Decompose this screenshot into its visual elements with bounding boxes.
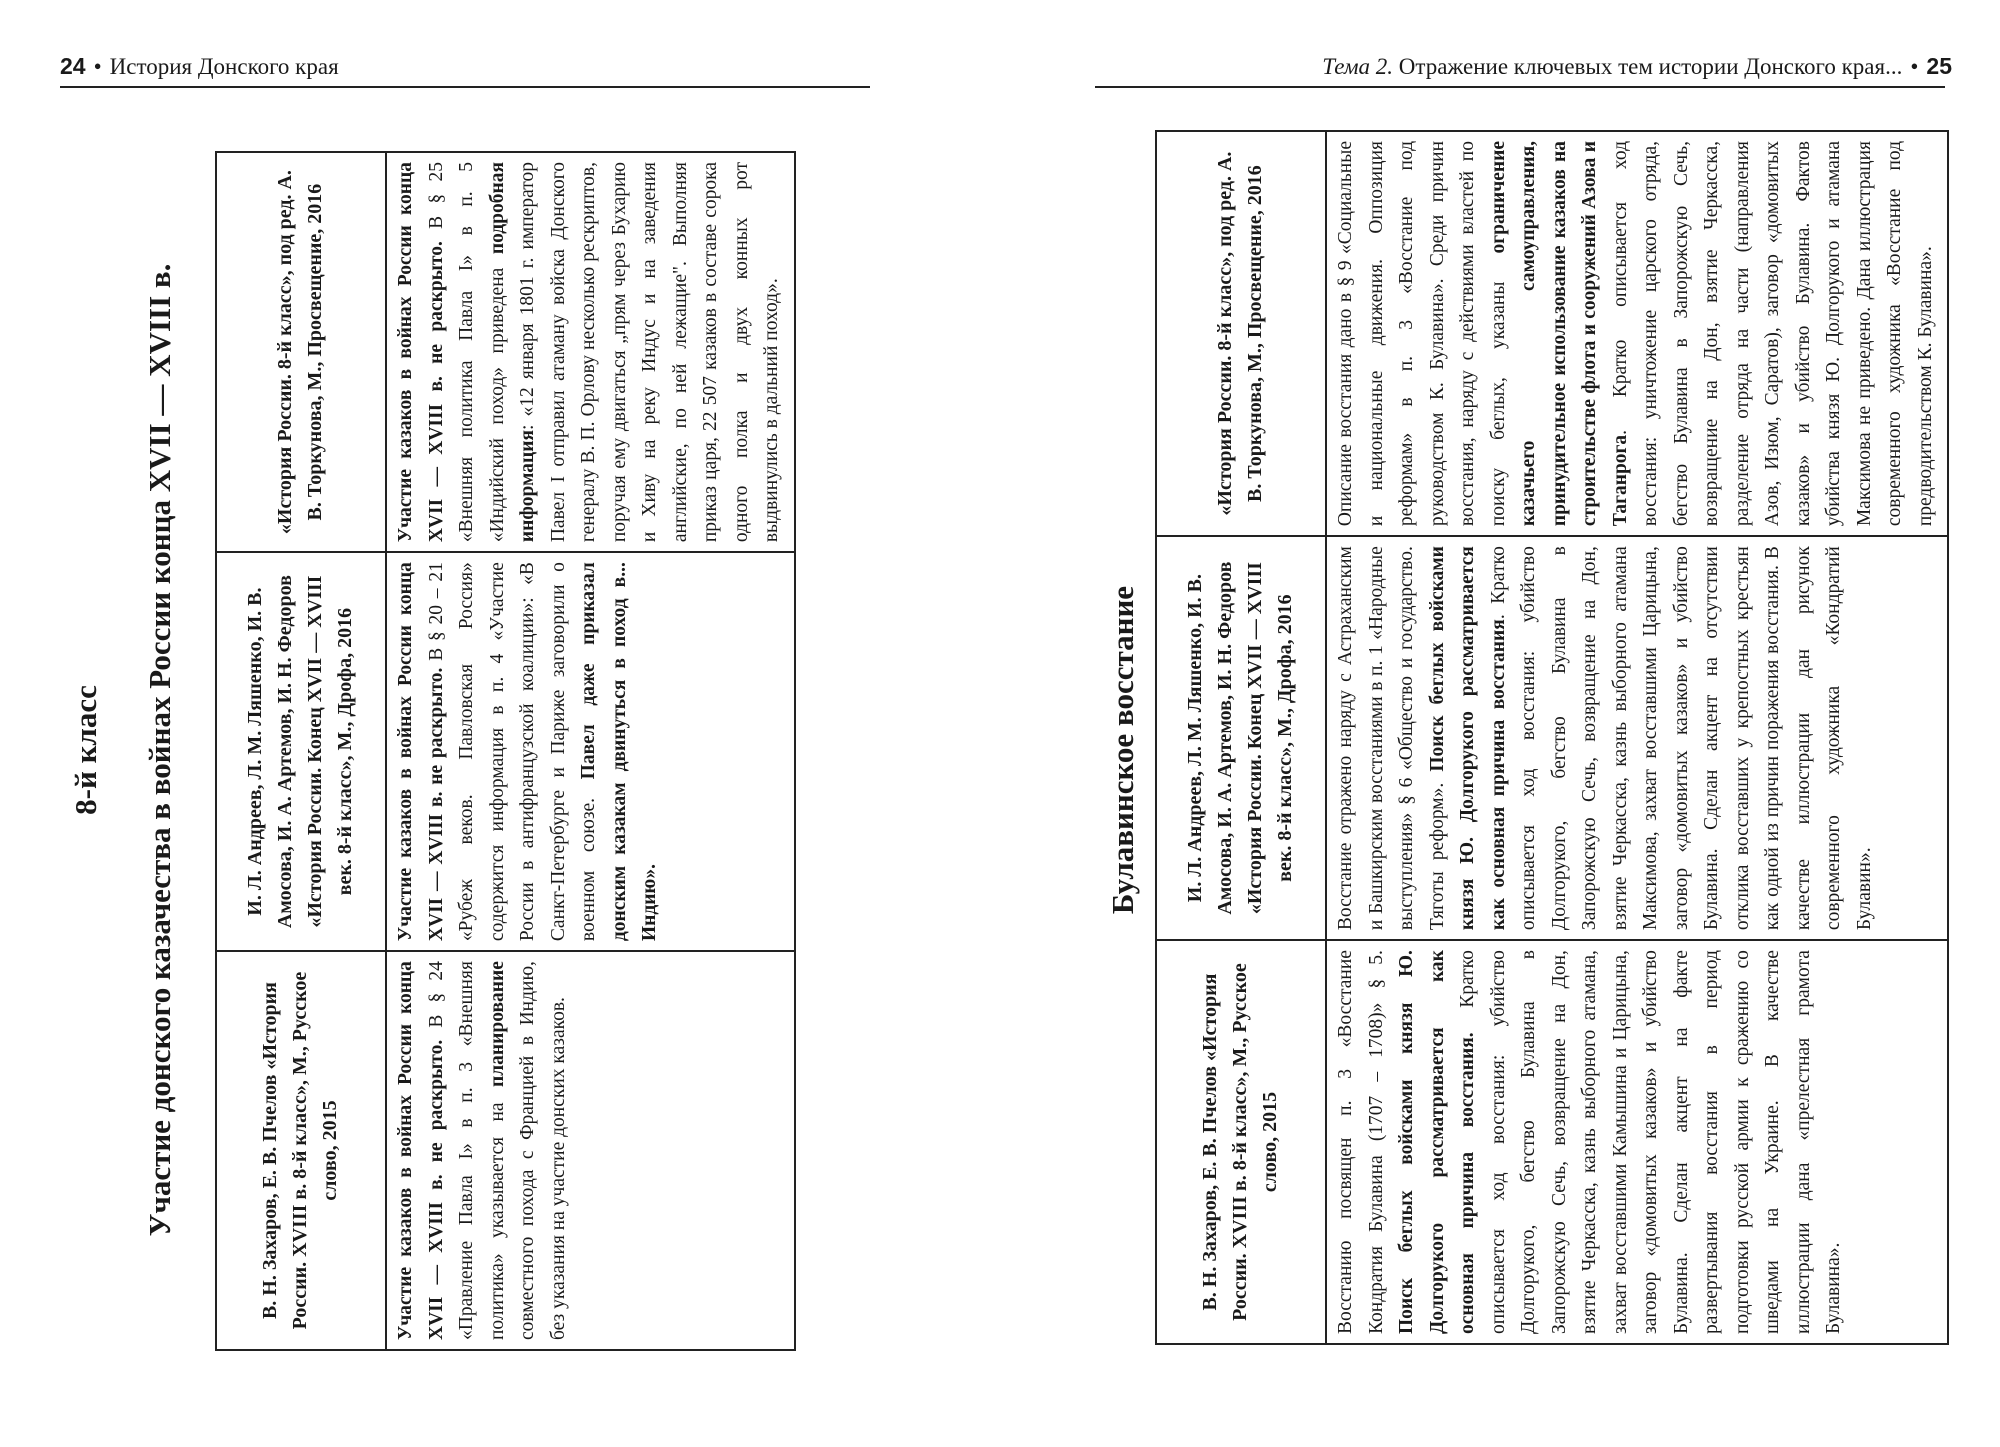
text-run: В § 24 «Правление Павла I» в п. 3 «Внешняя политика» указывается на	[425, 961, 508, 1340]
text-run: Восстание отражено наряду с Астраханским и Башкирским восстаниями в п. 1 «Народные выступления» § 6 «Общество и государство. Тяготы реформ».	[1335, 546, 1448, 931]
bold-text-run: Участие казаков в войнах России конца XVII — XVIII в. не раскрыто.	[395, 162, 447, 543]
running-title-right: Отражение ключевых тем истории Донского края...	[1398, 54, 1903, 79]
text-run: Восстанию посвящен п. 3 «Восстание Кондратия Булавина (1707 – 1708)» § 5.	[1335, 950, 1387, 1334]
header-rule-left	[60, 86, 870, 88]
table-cell-andreev	[1326, 536, 1948, 940]
table-cell-zakharov	[386, 951, 795, 1350]
left-rotated-content	[60, 120, 810, 1380]
text-run: Кратко описывается ход восстания: убийство Долгорукого, бегство Булавина в Запорожскую Сечь, возвращение на Дон, взятие Черкасска, казнь выборного атамана, захват восставшими Камышина и Царицына, заговор «домовитых казаков» и убийство Булавина. Сделан акцент на факте развертывания восстания в период подготовки русской армии к сражению со шведами на Украине. В качестве иллюстрации дана «прелестная грамота Булавина».	[1457, 950, 1844, 1334]
left-running-header	[60, 52, 339, 81]
bold-text-run: планирование	[486, 961, 508, 1087]
table-header-torkunov: «История России. 8-й класс», под ред. А. В. Торкунова, М., Просвещение, 2016	[1156, 131, 1326, 536]
table-header-andreev: И. Л. Андреев, Л. М. Ляшенко, И. В. Амосова, И. А. Артемов, И. Н. Федоров «История России. Конец XVII — XVIII век. 8-й класс», М., Дрофа, 2016	[216, 552, 386, 951]
right-rotated-content	[1095, 115, 1965, 1385]
table-cell-zakharov	[1326, 940, 1948, 1344]
class-title: 8-й класс	[68, 685, 103, 815]
bold-text-run: Павел даже приказал донским казакам двинуться в поход в... Индию».	[578, 562, 660, 942]
section-title-left: Участие донского казачества в войнах России конца XVII — XVIII в.	[142, 263, 177, 1237]
bold-text-run: ограничение казачьего самоуправления, принудительное использование казаков на строительстве флота и сооружений Азова и Таганрога	[1487, 141, 1631, 527]
bullet-separator: •	[93, 54, 102, 79]
table-cell-torkunov	[386, 152, 795, 552]
comparison-table-left	[215, 151, 796, 1351]
bold-text-run: Поиск беглых войсками князя Ю. Долгорукого рассматривается как основная причина восстания	[1426, 546, 1509, 931]
bullet-separator: •	[1910, 54, 1919, 79]
text-run: В § 25 «Внешняя политика Павла I» в п. 5 «Индийский поход» приведена	[425, 162, 508, 543]
text-run: В § 20 – 21 «Рубеж веков. Павловская Россия» содержится информация в п. 4 «Участие России в антифранцузской коалиции»: «В Санкт-Петербурге и Париже заговорили о военном союзе.	[425, 562, 599, 942]
bold-text-run: Участие казаков в войнах России конца XVII — XVIII в. не раскрыто.	[395, 961, 447, 1340]
right-page	[1000, 0, 2000, 1447]
running-title-left: История Донского края	[109, 54, 339, 79]
bold-text-run: Участие казаков в войнах России конца XVII — XVIII в. не раскрыто.	[395, 562, 447, 942]
text-run: . Кратко описывается ход восстания: уничтожение царского отряда, бегство Булавина в Запорожскую Сечь, возвращение на Дон, взятие Черкасска, разделение отряда на части (направления Азов, Изюм, Саратов), заговор «домовитых казаков» и убийство Булавина. Фактов убийства князя Ю. Долгорукого и атамана Максимова не приведено. Дана иллюстрация современного художника «Восстание под предводительством К. Булавина».	[1609, 141, 1936, 527]
table-header-torkunov: «История России. 8-й класс», под ред. А. В. Торкунова, М., Просвещение, 2016	[216, 152, 386, 552]
section-title-right: Булавинское восстание	[1105, 585, 1140, 915]
text-run: совместного похода с Францией в Индию, без указания на участие донских казаков.	[517, 961, 569, 1340]
table-header-zakharov: В. Н. Захаров, Е. В. Пчелов «История России. XVIII в. 8-й класс», М., Русское слово, 2015	[216, 951, 386, 1350]
text-run: Описание восстания дано в § 9 «Социальные и национальные движения. Оппозиция реформам» в п. 3 «Восстание под руководством К. Булавина». Среди причин восстания, наряду с действиями властей по поиску беглых, указаны	[1335, 141, 1509, 527]
right-running-header	[1322, 52, 1952, 81]
table-right-wrapper	[1155, 130, 1949, 1345]
table-cell-andreev	[386, 552, 795, 951]
page-number-right: 25	[1926, 53, 1952, 79]
table-header-andreev: И. Л. Андреев, Л. М. Ляшенко, И. В. Амосова, И. А. Артемов, И. Н. Федоров «История России. Конец XVII — XVIII век. 8-й класс», М., Дрофа, 2016	[1156, 536, 1326, 940]
table-header-zakharov: В. Н. Захаров, Е. В. Пчелов «История России. XVIII в. 8-й класс», М., Русское слово, 2015	[1156, 940, 1326, 1344]
table-left-wrapper	[215, 151, 796, 1351]
page-number-left: 24	[60, 53, 86, 79]
table-cell-torkunov	[1326, 131, 1948, 536]
bold-text-run: подробная информация	[486, 162, 538, 543]
text-run: : «12 января 1801 г. император Павел I отправил атаману войска Донского генералу В. П. Орлову несколько рескриптов, поручая ему двигаться „прям через Бухарию и Хиву на реку Индус и на заведения английские, по ней лежащие". Выполняя приказ царя, 22 507 казаков в составе сорока одного полка и двух конных рот выдвинулись в дальний поход».	[517, 162, 782, 543]
header-rule-right	[1095, 86, 1945, 88]
bold-text-run: Поиск беглых войсками князя Ю. Долгорукого рассматривается как основная причина восстания.	[1396, 950, 1478, 1334]
running-title-prefix: Тема 2.	[1322, 54, 1394, 79]
text-run: . Кратко описывается ход восстания: убийство Долгорукого, бегство Булавина в Запорожскую Сечь, возвращение на Дон, взятие Черкасска, казнь выборного атамана Максимова, захват восставшими Царицына, заговор «домовитых казаков» и убийство Булавина. Сделан акцент на отсутствии отклика восставших у крепостных крестьян как одной из причин поражения восстания. В качестве иллюстрации дан рисунок современного художника «Кондратий Булавин».	[1487, 546, 1875, 931]
comparison-table-right	[1155, 130, 1949, 1345]
